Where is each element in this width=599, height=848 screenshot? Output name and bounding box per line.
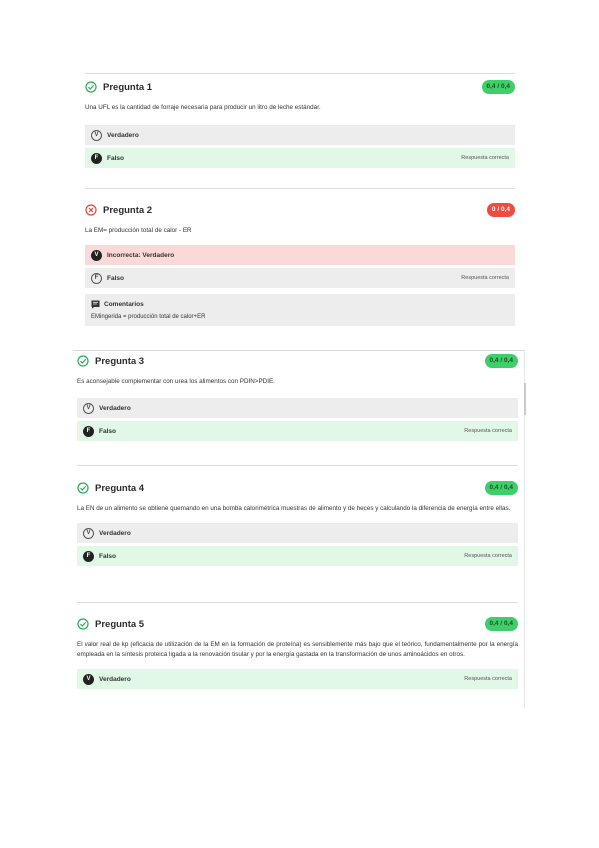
option-letter: F (83, 426, 94, 437)
option-label: Verdadero (99, 675, 131, 683)
question-1 (85, 79, 515, 168)
correct-answer-hint: Respuesta correcta (464, 676, 512, 682)
question-3 (77, 353, 518, 441)
option-label: Falso (107, 274, 124, 282)
option-letter: V (83, 403, 94, 414)
option-letter: V (91, 130, 102, 141)
comment-icon (91, 300, 100, 309)
option-label: Verdadero (99, 529, 131, 537)
score-badge: 0,4 / 0,4 (485, 354, 519, 368)
comments-box (85, 294, 515, 326)
option-letter: V (83, 674, 94, 685)
check-circle-icon (77, 355, 89, 367)
option-verdadero[interactable] (85, 245, 515, 265)
correct-answer-hint: Respuesta correcta (464, 428, 512, 434)
question-5 (77, 616, 518, 689)
option-label: Verdadero (99, 404, 131, 412)
question-divider (77, 602, 518, 603)
option-falso[interactable] (85, 268, 515, 288)
option-letter: V (91, 250, 102, 261)
question-4 (77, 480, 518, 566)
option-verdadero[interactable] (85, 125, 515, 145)
score-badge: 0 / 0,4 (487, 203, 515, 217)
question-text: El valor real de kp (eficacia de utilización de la EM en la formación de proteína) es sensiblemente más bajo que el teórico, fundamentalmente por la energía empleada en la síntesis proteica ligada a la renovación tisular y por la energía gastada en la transformación de unos aminoácidos en otros. (77, 641, 518, 658)
question-title: Pregunta 4 (95, 482, 145, 494)
question-text: Es aconsejable complementar con urea los alimentos con PDIN>PDIE. (77, 378, 275, 385)
option-verdadero[interactable] (77, 523, 518, 543)
option-label: Incorrecta: Verdadero (107, 251, 175, 259)
score-badge: 0,4 / 0,4 (485, 481, 519, 495)
option-falso[interactable] (77, 421, 518, 441)
score-badge: 0,4 / 0,4 (485, 617, 519, 631)
option-label: Verdadero (107, 131, 139, 139)
question-title: Pregunta 1 (103, 81, 153, 93)
option-letter: V (83, 528, 94, 539)
option-letter: F (91, 153, 102, 164)
check-circle-icon (85, 81, 97, 93)
question-text: Una UFL es la cantidad de forraje necesaria para producir un litro de leche estándar. (85, 104, 321, 111)
option-verdadero[interactable] (77, 398, 518, 418)
question-divider (85, 73, 515, 74)
option-label: Falso (99, 427, 116, 435)
option-falso[interactable] (85, 148, 515, 168)
option-label: Falso (107, 154, 124, 162)
option-falso[interactable] (77, 546, 518, 566)
question-text: La EN de un alimento se obtiene quemando en una bomba calorimétrica muestras de alimento y de heces y calculando la diferencia de energía entre ellas. (77, 505, 511, 512)
comments-title: Comentarios (104, 301, 144, 308)
error-circle-icon (85, 204, 97, 216)
question-2 (85, 202, 515, 326)
option-verdadero[interactable] (77, 669, 518, 689)
comments-text: EMingerida = producción total de calor+ER (91, 314, 206, 320)
correct-answer-hint: Respuesta correcta (461, 275, 509, 281)
scrollbar-thumb[interactable] (524, 383, 526, 415)
question-title: Pregunta 3 (95, 355, 145, 367)
score-badge: 0,4 / 0,4 (482, 80, 516, 94)
check-circle-icon (77, 618, 89, 630)
question-divider (77, 465, 518, 466)
correct-answer-hint: Respuesta correcta (461, 155, 509, 161)
question-divider (85, 188, 515, 189)
check-circle-icon (77, 482, 89, 494)
question-title: Pregunta 2 (103, 204, 153, 216)
question-title: Pregunta 5 (95, 618, 145, 630)
option-letter: F (91, 273, 102, 284)
correct-answer-hint: Respuesta correcta (464, 553, 512, 559)
question-text: La EM= producción total de calor - ER (85, 227, 192, 234)
option-letter: F (83, 551, 94, 562)
option-label: Falso (99, 552, 116, 560)
